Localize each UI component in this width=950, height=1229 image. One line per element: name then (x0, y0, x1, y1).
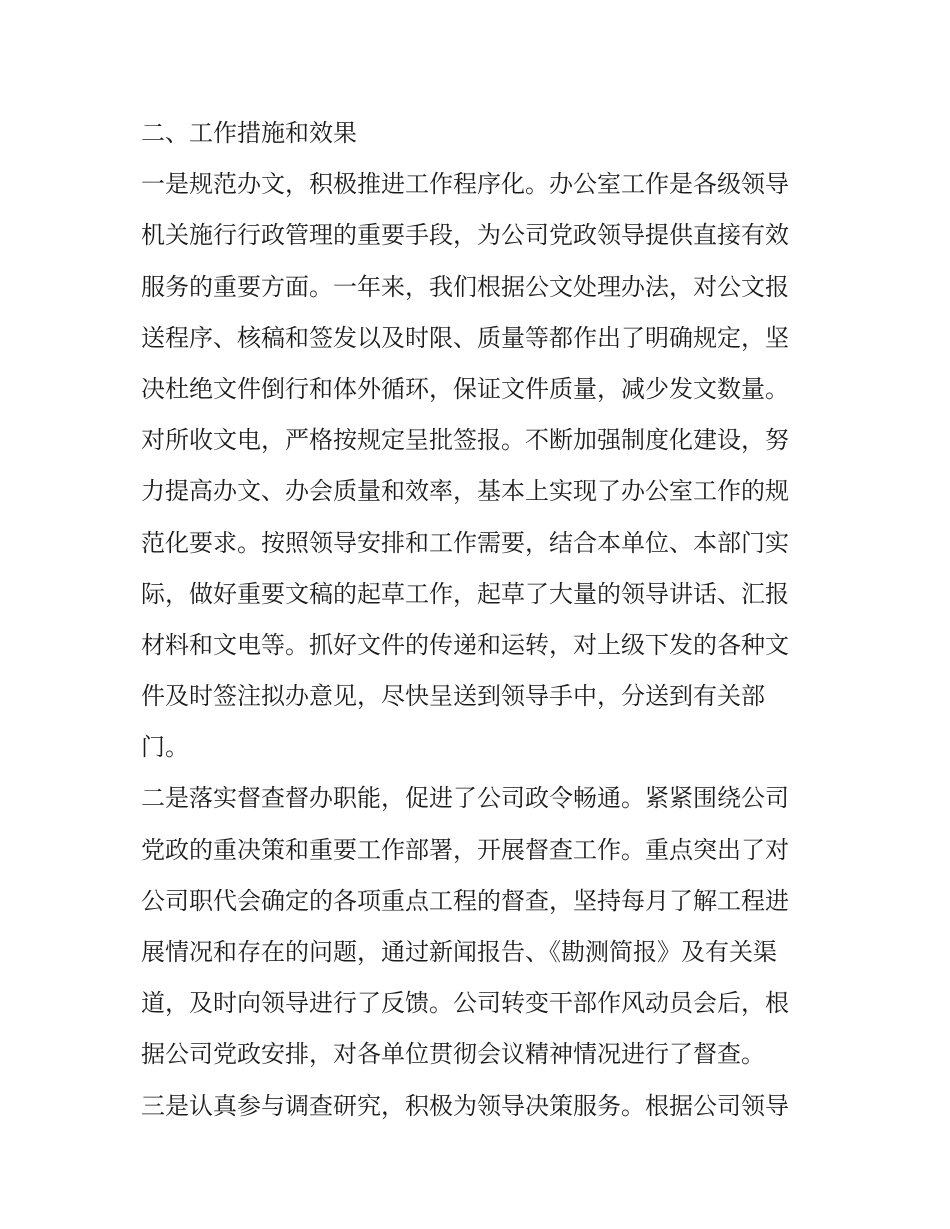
paragraph-1-line-3: 服务的重要方面。一年来，我们根据公文处理办法，对公文报 (141, 272, 789, 301)
paragraph-2-line-1: 二是落实督查督办职能，促进了公司政令畅通。紧紧围绕公司 (141, 784, 789, 813)
paragraph-1-line-11: 件及时签注拟办意见，尽快呈送到领导手中，分送到有关部 (141, 682, 765, 711)
paragraph-2-line-5: 道，及时向领导进行了反馈。公司转变干部作风动员会后，根 (141, 989, 789, 1018)
paragraph-1-line-2: 机关施行行政管理的重要手段，为公司党政领导提供直接有效 (141, 221, 789, 250)
paragraph-1-line-6: 对所收文电，严格按规定呈批签报。不断加强制度化建设，努 (141, 426, 789, 455)
paragraph-2-line-3: 公司职代会确定的各项重点工程的督查，坚持每月了解工程进 (141, 886, 789, 915)
paragraph-2-line-6: 据公司党政安排，对各单位贯彻会议精神情况进行了督查。 (141, 1040, 765, 1069)
section-heading: 二、工作措施和效果 (141, 119, 357, 147)
paragraph-1-line-5: 决杜绝文件倒行和体外循环，保证文件质量，减少发文数量。 (141, 374, 789, 403)
paragraph-1-line-8: 范化要求。按照领导安排和工作需要，结合本单位、本部门实 (141, 528, 789, 557)
paragraph-1-line-10: 材料和文电等。抓好文件的传递和运转，对上级下发的各种文 (141, 630, 789, 659)
paragraph-1-line-7: 力提高办文、办会质量和效率，基本上实现了办公室工作的规 (141, 477, 789, 506)
paragraph-1-line-4: 送程序、核稿和签发以及时限、质量等都作出了明确规定，坚 (141, 323, 789, 352)
paragraph-3-line-1: 三是认真参与调查研究，积极为领导决策服务。根据公司领导 (141, 1091, 789, 1120)
paragraph-2-line-4: 展情况和存在的问题，通过新闻报告、《勘测简报》及有关渠 (141, 938, 777, 966)
paragraph-2-line-2: 党政的重决策和重要工作部署，开展督查工作。重点突出了对 (141, 835, 789, 864)
paragraph-1-line-12: 门。 (141, 733, 189, 762)
paragraph-1-line-9: 际，做好重要文稿的起草工作，起草了大量的领导讲话、汇报 (141, 579, 789, 608)
document-body (141, 108, 821, 1132)
paragraph-1-line-1: 一是规范办文，积极推进工作程序化。办公室工作是各级领导 (141, 170, 789, 199)
